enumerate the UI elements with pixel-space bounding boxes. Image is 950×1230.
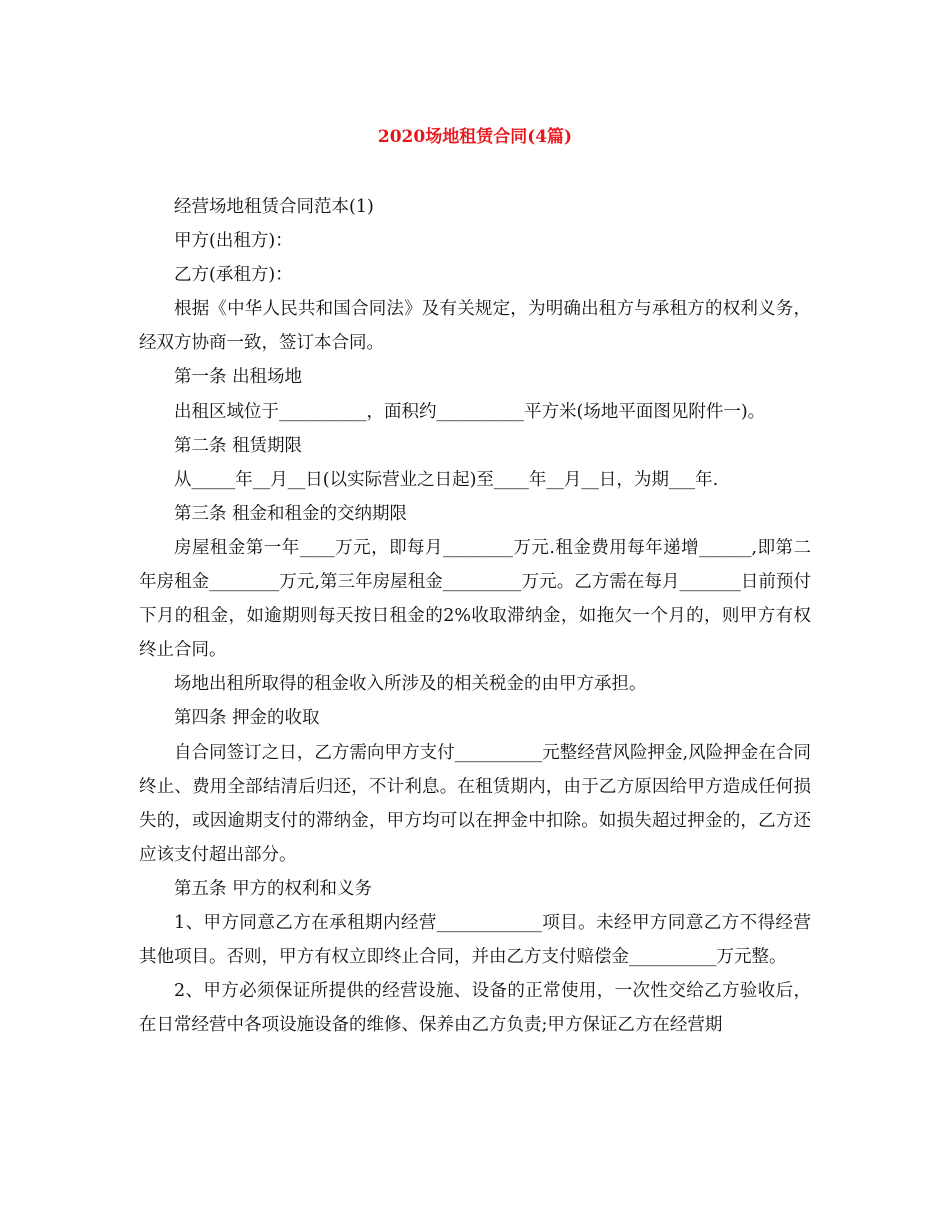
article-4-heading: 第四条 押金的收取 [174, 708, 320, 729]
article-5-item-1: 1、甲方同意乙方在承租期内经营____________项目。未经甲方同意乙方不得经营其他项目。否则，甲方有权立即终止合同，并由乙方支付赔偿金__________万元整。 [139, 912, 811, 968]
preamble-paragraph: 根据《中华人民共和国合同法》及有关规定，为明确出租方与承租方的权利义务，经双方协商一致，签订本合同。 [139, 299, 811, 354]
article-3-text: 房屋租金第一年____万元，即每月________万元.租金费用每年递增______,即第二年房租金________万元,第三年房屋租金_________万元。乙方需在每月_______日前预付下月的租金，如逾期则每天按日租金的2%收取滞纳金，如拖欠一个月的，则甲方有权终止合同。 [139, 537, 811, 661]
article-2-heading: 第二条 租赁期限 [174, 435, 303, 456]
section-heading: 经营场地租赁合同范本(1) [174, 197, 374, 217]
document-body [139, 190, 811, 1042]
article-1-heading: 第一条 出租场地 [174, 367, 303, 388]
article-2-text: 从_____年__月__日(以实际营业之日起)至____年__月__日，为期___年. [174, 469, 719, 490]
party-a-line: 甲方(出租方)： [174, 231, 293, 252]
article-3-tax-text: 场地出租所取得的租金收入所涉及的相关税金的由甲方承担。 [174, 674, 647, 695]
article-5-item-2: 2、甲方必须保证所提供的经营设施、设备的正常使用，一次性交给乙方验收后，在日常经营中各项设施设备的维修、保养由乙方负责;甲方保证乙方在经营期 [139, 981, 811, 1036]
document-title: 2020场地租赁合同(4篇) [377, 127, 573, 147]
article-1-text: 出租区域位于__________，面积约__________平方米(场地平面图见附件一)。 [174, 401, 766, 422]
article-5-heading: 第五条 甲方的权利和义务 [174, 878, 373, 899]
party-b-line: 乙方(承租方)： [174, 265, 293, 286]
article-3-heading: 第三条 租金和租金的交纳期限 [174, 503, 408, 524]
article-4-text: 自合同签订之日，乙方需向甲方支付__________元整经营风险押金,风险押金在合同终止、费用全部结清后归还，不计利息。在租赁期内，由于乙方原因给甲方造成任何损失的，或因逾期支付的滞纳金，甲方均可以在押金中扣除。如损失超过押金的，乙方还应该支付超出部分。 [139, 742, 811, 865]
